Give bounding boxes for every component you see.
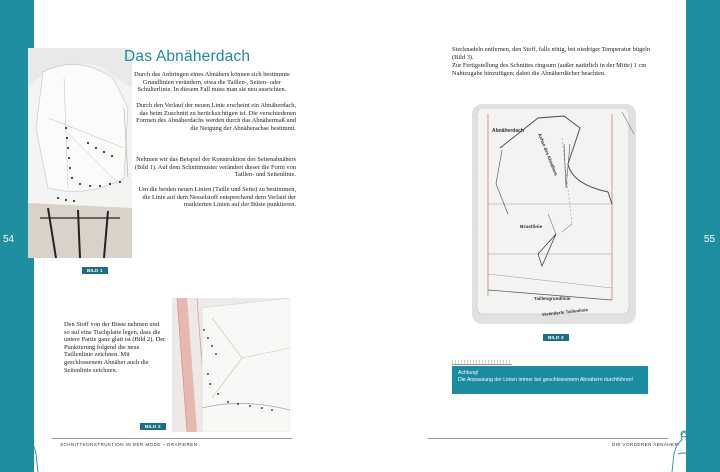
bild3-badge: BILD 3 — [543, 334, 569, 341]
paragraph-example: Nehmen wir das Beispiel der Konstruktion des Seitenabnähers (Bild 1). Auf dem Schnittmuster verändert dieser die Form von Taillen- und Seitenlinie. — [134, 156, 296, 179]
ruler-strip — [452, 360, 512, 365]
label-abnaeherdach: Abnäherdach — [492, 128, 524, 134]
footer-left: SCHNITTKONSTRUKTION IN DER MODE – DRAPIEREN — [60, 442, 198, 447]
footer-right: DIE VORDEREN ABNÄHER — [612, 442, 679, 447]
note-box — [452, 366, 648, 394]
footer-rule-left — [52, 438, 292, 439]
fashion-figure-left-icon — [14, 428, 44, 472]
bild1-badge: BILD 1 — [82, 267, 108, 274]
fashion-figure-right-icon — [668, 426, 698, 472]
label-veraenderte-taillenlinie: Veränderte Taillenlinie — [541, 307, 589, 317]
photo-dress-form — [28, 48, 132, 258]
paragraph-intro: Durch das Anbringen eines Abnähers können sich bestimmte Grundlinien verändern, etwa die Taillen-, Seiten- oder Schulterlinie. In diesem Fall muss man sie neu ausrichten. — [134, 71, 290, 94]
paragraph-tisch: Den Stoff von der Büste nehmen und so auf eine Tischplatte legen, dass die untere Partie ganz glatt ist (Bild 2). Der Punktierung folgend die neue Taillenlinie zeichnen. Mit geschlossenem Abnäher auch die Seitenlinie zeichnen. — [64, 321, 166, 374]
paragraph-punktieren: Um die beiden neuen Linien (Taille und Seite) zu bestimmen, die Linie auf dem Nesselstoff entsprechend dem Verlauf der markierten Linien auf der Büste punktieren. — [138, 186, 296, 209]
label-taillengrundlinie: Taillengrundlinie — [534, 296, 571, 301]
page-title: Das Abnäherdach — [124, 48, 251, 65]
note-title: Achtung! — [458, 370, 479, 376]
bild2-badge: BILD 2 — [140, 423, 166, 430]
photo-fabric-table — [172, 298, 290, 432]
paragraph-abnaeherdach: Durch den Verlauf der neuen Linie erscheint ein Abnäherdach, das beim Zuschnitt zu berücksichtigen ist. Die verschiedenen Formen des Abnäherdachs werden durch das Abnähermaß und die Neigung der Abnäherachse bestimmt. — [136, 102, 296, 132]
photo-pattern — [472, 104, 636, 324]
paragraph-nahtzugabe: Zur Fertigstellung des Schnittes ringsum (außer natürlich in der Mitte) 1 cm Nahtzugabe hinzufügen; dabei die Abnäherdächer beachten. — [452, 62, 647, 77]
page-number-right: 55 — [704, 234, 716, 245]
label-brustlinie: Brustlinie — [520, 225, 543, 230]
paragraph-stecknadeln: Stecknadeln entfernen, den Stoff, falls nötig, bei niedriger Temperatur bügeln (Bild 3). — [452, 46, 651, 61]
page-number-left: 54 — [3, 234, 15, 245]
label-achse: Achse des Abnähers — [537, 132, 559, 177]
note-text: Die Anpassung der Linien immer bei geschlossenem Abnähern durchführen! — [458, 377, 634, 383]
footer-rule-right — [428, 438, 668, 439]
